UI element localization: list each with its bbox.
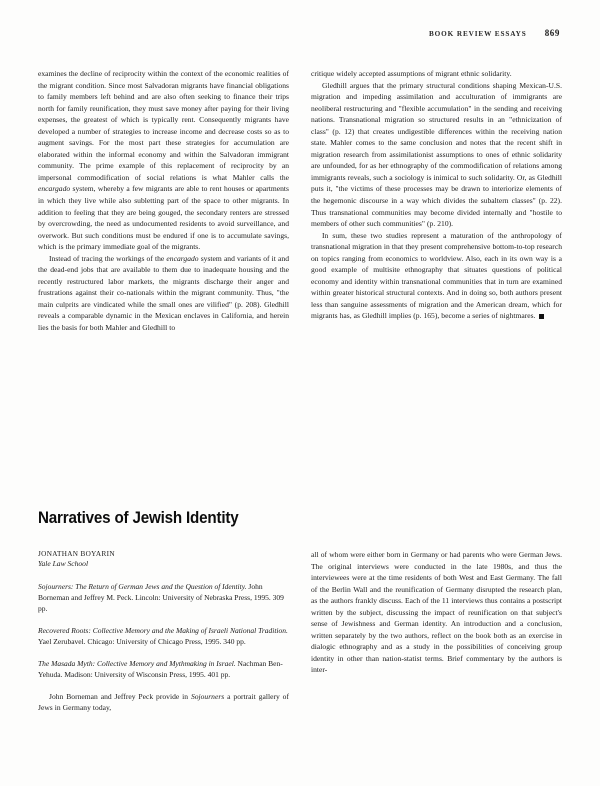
paragraph: Gledhill argues that the primary structural conditions shaping Mexican-U.S. migration and impeding assimilation and acculturation of immigrants are neoliberal restructuring and "flexible accumulation" in the sending and receiving nations. Transnational migration so structured results in an "ethnicization of class" (p. 12) that creates undigestible differences within the receiving nation state. Mahler comes to the same conclusion and notes that the recent shift in migration research from assimilationist assumptions to ones of ethnic solidarity are unfounded, for as her ethnography of the commodification of relations among immigrants reveals, such a sociology is inimical to such solidarity. Or, as Gledhill puts it, "the victims of these processes may be drawn to interiorize elements of the hegemonic discourse in a way which divides the subaltern classes" (p. 22). Thus transnational communities may become divided internally and "hostile to members of other such communities" (p. 210). xyxy=(311,80,562,229)
paragraph: critique widely accepted assumptions of migrant ethnic solidarity. xyxy=(311,69,512,78)
book-title: The Masada Myth: Collective Memory and Mythmaking in Israel. xyxy=(38,659,236,669)
page-number: 869 xyxy=(544,28,560,38)
byline-author: JONATHAN BOYARIN xyxy=(38,550,115,558)
book-citation xyxy=(38,581,289,615)
section-heading: Narratives of Jewish Identity xyxy=(38,509,239,527)
book-title: Recovered Roots: Collective Memory and the Making of Israeli National Tradition. xyxy=(38,626,288,636)
book-citation xyxy=(38,625,289,647)
paragraph: examines the decline of reciprocity within the context of the economic realities of the migrant condition. Since most Salvadoran migrants have financial obligations to family members left behind and are also often seeking to finance their trips north for family reunification, they must save money after paying for their living expenses, the greatest of which is typically rent. Consequently migrants have developed a number of strategies to increase income and decrease costs so as to augment savings. For the most part these strategies for accumulation are elaborated within the informal economy and within the Salvadoran immigrant community. The prime example of this replacement of reciprocity by an impersonal commodification of social relations is what Mahler calls the encargado system, whereby a few migrants are able to rent houses or apartments in which they live while also subletting part of the space to other migrants. In addition to feeling that they are being gouged, the secondary renters are stressed by overcrowding, the need as undocumented residents to avoid surveillance, and overwork. But such conditions must be endured if one is to accumulate savings, which is the primary immediate goal of the migrants. xyxy=(38,69,289,252)
end-of-article-mark xyxy=(539,314,544,319)
left-column xyxy=(38,68,289,334)
book-title: Sojourners: The Return of German Jews and the Question of Identity. xyxy=(38,582,247,591)
essay-left-column xyxy=(38,549,289,714)
right-column xyxy=(311,68,562,334)
lower-columns xyxy=(38,549,562,714)
essay-opening-paragraph: John Borneman and Jeffrey Peck provide in Sojourners a portrait gallery of Jews in Germany today, xyxy=(38,691,289,713)
book-imprint: Yael Zerubavel. Chicago: University of Chicago Press, 1995. 340 pp. xyxy=(38,637,246,647)
book-imprint: Nachman Ben-Yehuda. Madison: University of Wisconsin Press, 1995. 401 pp. xyxy=(38,659,283,680)
essay-paragraph: all of whom were either born in Germany or had parents who were German Jews. The original interviews were conducted in the late 1980s, and thus the interviewees were at the time residents of both West and East Germany. The fall of the Berlin Wall and the reunification of Germany disrupted the research plan, as the authors frankly discuss. Each of the 11 interviews thus contains a postscript written by the subject, discussing the impact of reunification on that subject's sense of Jewishness and German identity. An introduction and a conclusion, written separately by the two authors, reflect on the book both as an exercise in dialogic ethnography and as a study in the possibilities of conceiving group identity in other than nation-statist terms. Brief commentary by the authors is inter- xyxy=(311,550,562,675)
paragraph: Instead of tracing the workings of the encargado system and variants of it and the dead-end jobs that are available to them due to inadequate housing and the recently restructured labor markets, the migrants discharge their anger and frustrations against their co-nationals within the migrant community. Thus, "the main culprits are vindicated while the small ones are vilified" (p. 208). Gledhill reveals a comparable dynamic in the Mexican enclaves in California, and herein lies the basis for both Mahler and Gledhill to xyxy=(38,253,289,333)
book-citation xyxy=(38,658,289,680)
essay-right-column xyxy=(311,549,562,714)
book-imprint: John Borneman and Jeffrey M. Peck. Lincoln: University of Nebraska Press, 1995. 309 pp. xyxy=(38,582,284,614)
upper-columns xyxy=(38,68,562,334)
byline-affiliation: Yale Law School xyxy=(38,559,89,569)
running-head-title: BOOK REVIEW ESSAYS xyxy=(428,30,527,38)
paragraph-final xyxy=(311,230,562,322)
paragraph-text: In sum, these two studies represent a maturation of the anthropology of transnational migration in that they present comprehensive bottom-to-top research on topics ranging from economics to worldview. Also, each in its own way is a good example of multisite ethnography that situates questions of political economy and identity within transnational communities that in turn are examined within greater historical structural contexts. And in doing so, both authors present less than sanguine assessments of migration and the American dream, which for migrants has, as Gledhill implies (p. 165), become a series of nightmares. xyxy=(311,230,562,321)
running-head xyxy=(40,28,560,38)
